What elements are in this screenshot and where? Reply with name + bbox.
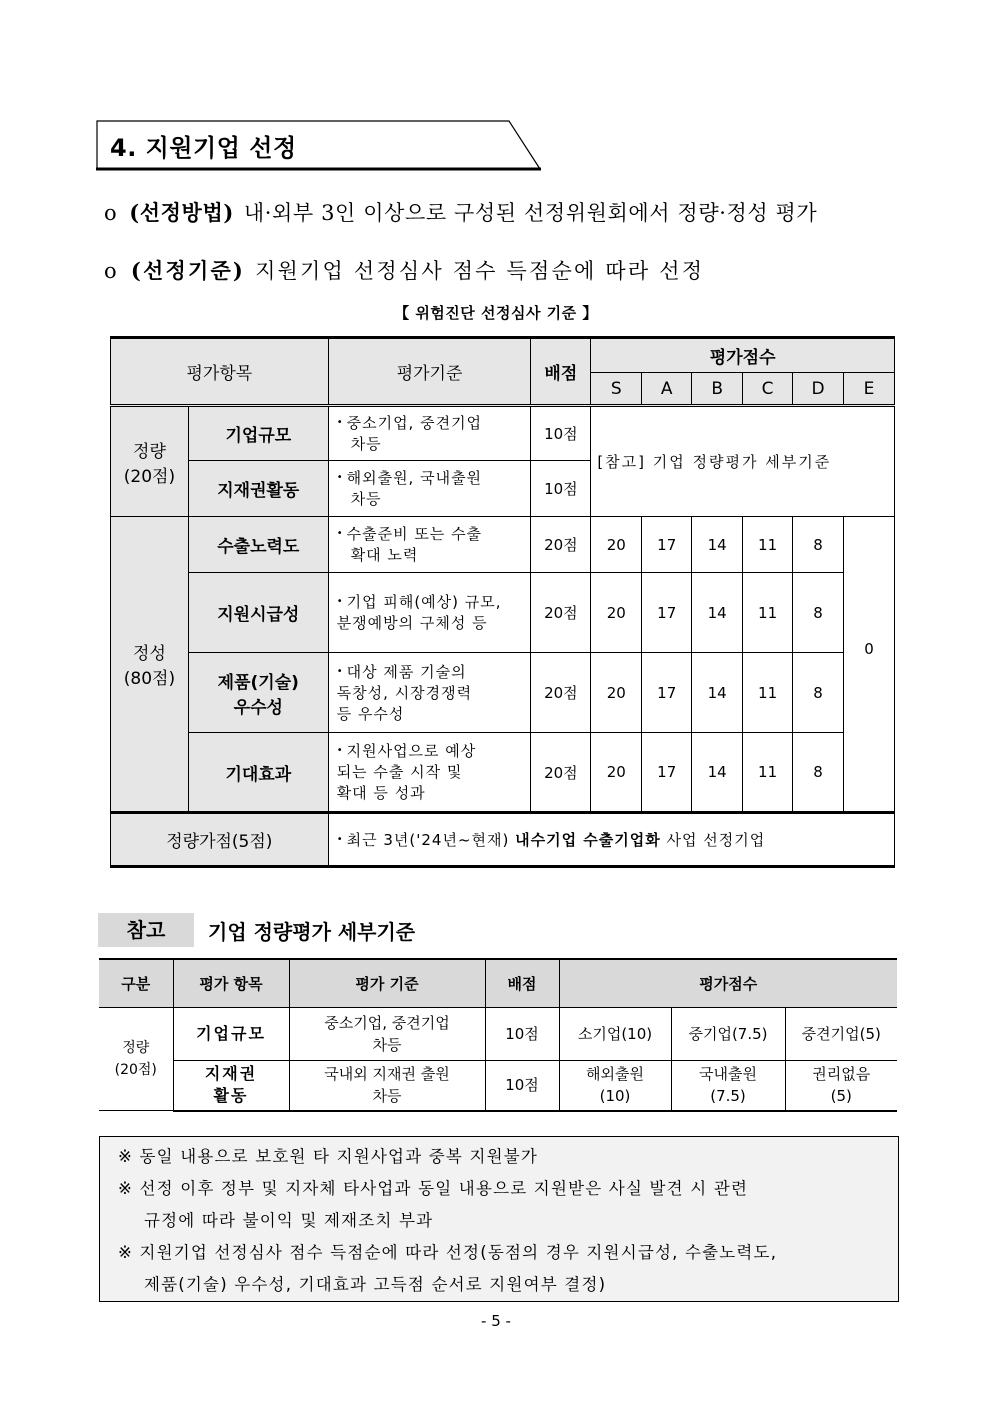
score-s: 20	[591, 653, 642, 733]
bonus-text: • 최근 3년('24년~현재) 내수기업 수출기업화 사업 선정기업	[328, 813, 894, 867]
header-criteria: 평가기준	[328, 338, 531, 406]
criteria-cell: • 중소기업, 중견기업 차등	[328, 406, 531, 461]
bullet-text: 내·외부 3인 이상으로 구성된 선정위원회에서 정량·정성 평가	[243, 201, 818, 225]
ref-points: 10점	[485, 1008, 559, 1061]
evaluation-table	[110, 336, 895, 868]
ref-score: 국내출원 (7.5)	[671, 1061, 785, 1111]
header-scores: 평가점수	[591, 338, 895, 373]
item-company-size: 기업규모	[188, 406, 328, 461]
points-cell: 10점	[531, 461, 591, 517]
note-line: ※ 동일 내용으로 보호원 타 지원사업과 중복 지원불가	[118, 1147, 539, 1166]
bullet-text: 지원기업 선정심사 점수 득점순에 따라 선정	[255, 259, 705, 283]
section-title: 4. 지원기업 선정	[110, 134, 297, 162]
criteria-cell: • 대상 제품 기술의 독창성, 시장경쟁력 등 우수성	[328, 653, 531, 733]
points-cell: 20점	[531, 517, 591, 573]
ref-score: 소기업(10)	[559, 1008, 671, 1061]
grade-c: C	[743, 373, 793, 406]
score-c: 11	[743, 573, 793, 653]
bonus-row	[111, 813, 895, 867]
item-ip-activity: 지재권활동	[188, 461, 328, 517]
ref-criteria: 중소기업, 중견기업 차등	[289, 1008, 485, 1061]
ref-item: 지재권 활동	[173, 1061, 289, 1111]
ref-score: 해외출원 (10)	[559, 1061, 671, 1111]
score-a: 17	[642, 573, 692, 653]
ref-header-item: 평가 항목	[173, 959, 289, 1008]
note-line: ※ 지원기업 선정심사 점수 득점순에 따라 선정(동점의 경우 지원시급성, 수출노력도,	[118, 1243, 778, 1262]
criteria-cell: • 해외출원, 국내출원 차등	[328, 461, 531, 517]
criteria-cell: • 기업 피해(예상) 규모, 분쟁예방의 구체성 등	[328, 573, 531, 653]
reference-tag: 참고	[98, 913, 194, 947]
ref-score: 권리없음 (5)	[785, 1061, 897, 1111]
criteria-cell: • 수출준비 또는 수출 확대 노력	[328, 517, 531, 573]
table-row	[111, 653, 895, 733]
grade-e: E	[843, 373, 894, 406]
ref-header-category: 구분	[99, 959, 173, 1008]
page-number: - 5 -	[481, 1312, 511, 1330]
bullet-selection-criteria	[104, 255, 704, 285]
ref-header-criteria: 평가 기준	[289, 959, 485, 1008]
score-e: 0	[843, 517, 894, 813]
bullet-marker: o	[104, 259, 119, 283]
reference-heading	[98, 913, 415, 947]
group-qualitative: 정성 (80점)	[111, 517, 189, 813]
section-heading	[96, 120, 540, 170]
grade-b: B	[692, 373, 743, 406]
bullet-selection-method	[104, 197, 817, 227]
score-b: 14	[692, 573, 743, 653]
reference-note: [참고] 기업 정량평가 세부기준	[591, 406, 895, 517]
score-b: 14	[692, 733, 743, 813]
reference-table	[99, 958, 897, 1112]
item-support-urgency: 지원시급성	[188, 573, 328, 653]
group-quantitative: 정량 (20점)	[111, 406, 189, 517]
score-c: 11	[743, 733, 793, 813]
score-d: 8	[793, 653, 844, 733]
ref-points: 10점	[485, 1061, 559, 1111]
table-row	[111, 517, 895, 573]
table-caption: 【 위험진단 선정심사 기준 】	[394, 304, 598, 322]
table-row	[111, 573, 895, 653]
item-expected-effect: 기대효과	[188, 733, 328, 813]
criteria-cell: • 지원사업으로 예상 되는 수출 시작 및 확대 등 성과	[328, 733, 531, 813]
note-line: 규정에 따라 불이익 및 제재조치 부과	[144, 1211, 434, 1230]
points-cell: 20점	[531, 653, 591, 733]
score-d: 8	[793, 517, 844, 573]
score-d: 8	[793, 573, 844, 653]
grade-d: D	[793, 373, 844, 406]
table-row	[99, 1008, 897, 1061]
points-cell: 20점	[531, 573, 591, 653]
item-export-effort: 수출노력도	[188, 517, 328, 573]
score-b: 14	[692, 653, 743, 733]
note-line: 제품(기술) 우수성, 기대효과 고득점 순서로 지원여부 결정)	[144, 1275, 607, 1294]
score-s: 20	[591, 733, 642, 813]
bonus-label: 정량가점(5점)	[111, 813, 329, 867]
notes-box	[99, 1136, 899, 1302]
ref-score: 중견기업(5)	[785, 1008, 897, 1061]
score-a: 17	[642, 733, 692, 813]
score-d: 8	[793, 733, 844, 813]
points-cell: 10점	[531, 406, 591, 461]
table-row	[111, 406, 895, 461]
score-b: 14	[692, 517, 743, 573]
ref-group: 정량 (20점)	[99, 1008, 173, 1111]
ref-header-points: 배점	[485, 959, 559, 1008]
ref-score: 중기업(7.5)	[671, 1008, 785, 1061]
table-row	[99, 1061, 897, 1111]
reference-title: 기업 정량평가 세부기준	[208, 919, 416, 944]
ref-criteria: 국내외 지재권 출원 차등	[289, 1061, 485, 1111]
table-row	[111, 733, 895, 813]
points-cell: 20점	[531, 733, 591, 813]
bullet-label: (선정기준)	[130, 258, 246, 283]
grade-s: S	[591, 373, 642, 406]
score-c: 11	[743, 653, 793, 733]
score-a: 17	[642, 653, 692, 733]
score-s: 20	[591, 517, 642, 573]
ref-header-scores: 평가점수	[559, 959, 897, 1008]
score-s: 20	[591, 573, 642, 653]
ref-item: 기업규모	[173, 1008, 289, 1061]
note-line: ※ 선정 이후 정부 및 지자체 타사업과 동일 내용으로 지원받은 사실 발견 시 관련	[118, 1179, 749, 1198]
header-item: 평가항목	[111, 338, 329, 406]
grade-a: A	[642, 373, 692, 406]
bullet-label: (선정방법)	[129, 200, 234, 225]
score-c: 11	[743, 517, 793, 573]
header-points: 배점	[531, 338, 591, 406]
item-product-excellence: 제품(기술) 우수성	[188, 653, 328, 733]
score-a: 17	[642, 517, 692, 573]
bullet-marker: o	[104, 201, 118, 225]
